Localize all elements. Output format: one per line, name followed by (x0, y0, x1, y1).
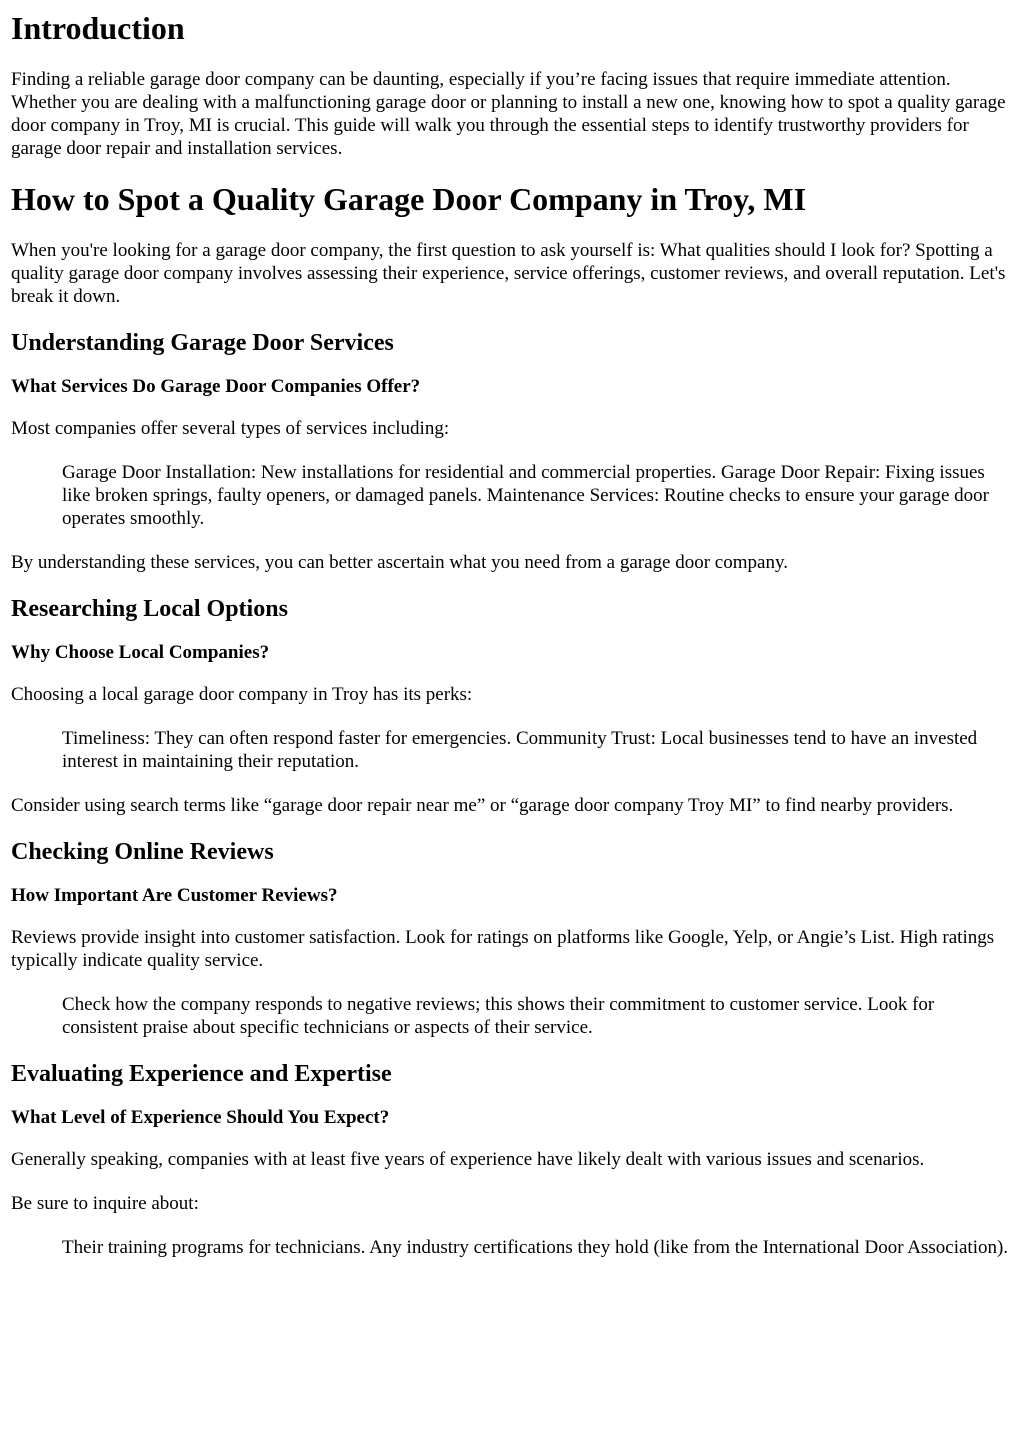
experience-lead: Generally speaking, companies with at least five years of experience have likely dealt with various issues and scenarios. (11, 1149, 925, 1170)
experience-quote: Their training programs for technicians. Any industry certifications they hold (like from the International Door Association). (62, 1237, 1009, 1258)
services-follow: By understanding these services, you can better ascertain what you need from a garage door company. (11, 552, 788, 573)
reviews-heading: Checking Online Reviews (11, 839, 274, 865)
reviews-quote: Check how the company responds to negative reviews; this shows their commitment to customer service. Look for consistent praise about specific technicians or aspects of their service. (62, 994, 935, 1038)
services-quote: Garage Door Installation: New installations for residential and commercial properties. Garage Door Repair: Fixing issues like broken springs, faulty openers, or damaged panels. Maintenance Services: Routine checks to ensure your garage door operates smoothly. (62, 462, 990, 529)
services-subheading: What Services Do Garage Door Companies Offer? (11, 376, 421, 397)
experience-lead-2: Be sure to inquire about: (11, 1193, 199, 1214)
services-lead: Most companies offer several types of services including: (11, 418, 450, 439)
experience-heading: Evaluating Experience and Expertise (11, 1061, 392, 1087)
experience-subheading: What Level of Experience Should You Expect? (11, 1107, 390, 1128)
main-heading: How to Spot a Quality Garage Door Company in Troy, MI (11, 181, 807, 217)
local-follow: Consider using search terms like “garage door repair near me” or “garage door company Troy MI” to find nearby providers. (11, 795, 954, 816)
local-quote: Timeliness: They can often respond faster for emergencies. Community Trust: Local businesses tend to have an invested interest in maintaining their reputation. (62, 728, 978, 772)
services-heading: Understanding Garage Door Services (11, 330, 394, 356)
main-paragraph: When you're looking for a garage door company, the first question to ask yourself is: What qualities should I look for? Spotting a quality garage door company involves assessing their experience, service offerings, customer reviews, and overall reputation. Let's break it down. (11, 240, 1006, 307)
reviews-subheading: How Important Are Customer Reviews? (11, 885, 338, 906)
local-heading: Researching Local Options (11, 596, 288, 622)
intro-paragraph: Finding a reliable garage door company can be daunting, especially if you’re facing issues that require immediate attention. Whether you are dealing with a malfunctioning garage door or planning to install a new one, knowing how to spot a quality garage door company in Troy, MI is crucial. This guide will walk you through the essential steps to identify trustworthy providers for garage door repair and installation services. (11, 69, 1006, 159)
local-subheading: Why Choose Local Companies? (11, 642, 270, 663)
local-lead: Choosing a local garage door company in Troy has its perks: (11, 684, 473, 705)
intro-heading: Introduction (11, 10, 185, 46)
reviews-lead: Reviews provide insight into customer satisfaction. Look for ratings on platforms like Google, Yelp, or Angie’s List. High ratings typically indicate quality service. (11, 927, 995, 971)
